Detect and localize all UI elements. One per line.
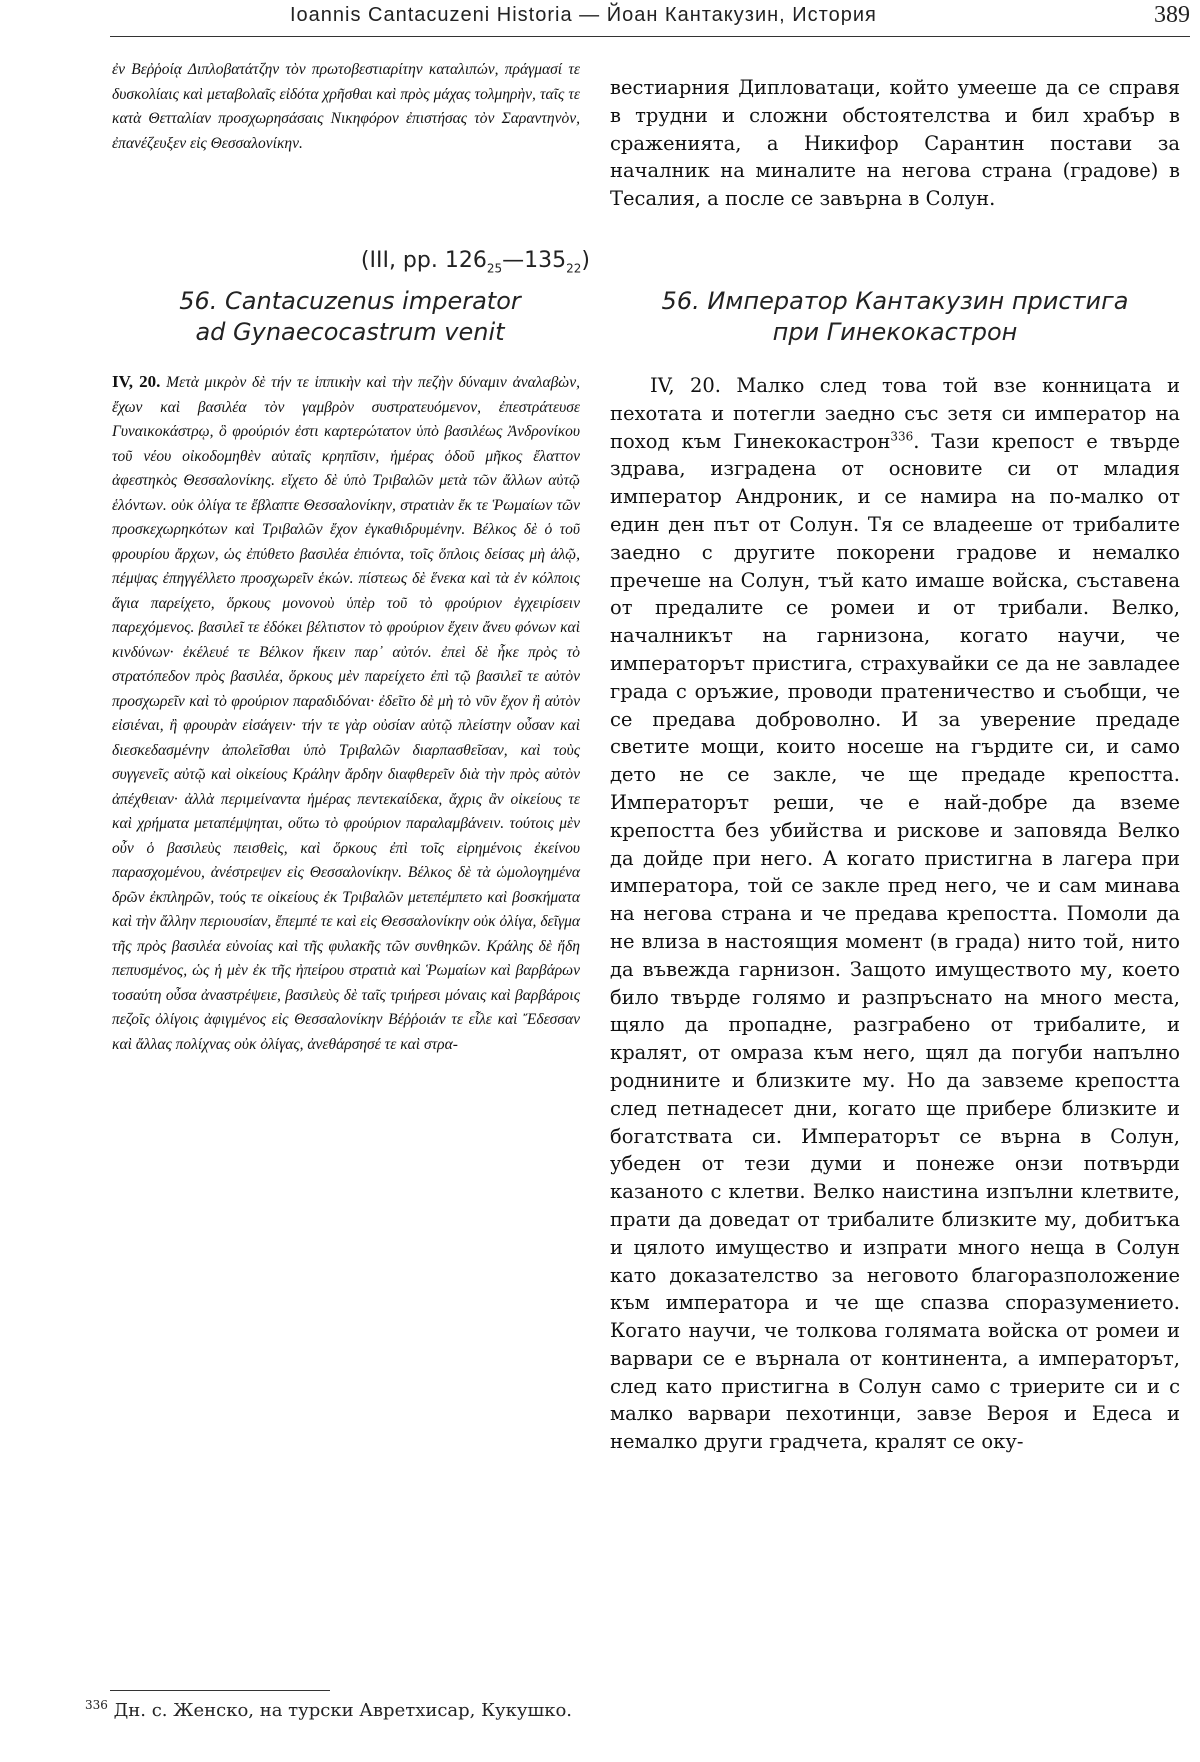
bulgarian-continuation-text: вестиарния Дипловатаци, който умееше да се справя в трудни и сложни обстоятелства и бил храбър в сраженията, а Никифор Сарантин постави за началник на миналите на негова страна (градове) в Тесалия, а после се завърна в Солун.: [610, 76, 1180, 211]
paragraph-reference: IV, 20.: [112, 372, 161, 391]
section-heading-latin: [120, 286, 580, 348]
heading-latin-line1: 56. Cantacuzenus imperator: [179, 287, 521, 315]
footnote: [85, 1700, 1185, 1721]
greek-main-paragraph: [112, 370, 580, 1057]
footnote-reference[interactable]: 336: [890, 429, 914, 444]
citation-suffix: ): [581, 248, 590, 273]
citation-subscript-end: 22: [566, 261, 582, 276]
heading-bulgarian-line1: 56. Император Кантакузин пристига: [661, 287, 1129, 315]
footnote-number: 336: [85, 1698, 108, 1712]
running-header: [110, 0, 1190, 37]
citation-mid: —135: [502, 248, 567, 273]
footnote-divider: [110, 1690, 330, 1691]
citation-subscript-start: 25: [486, 261, 503, 276]
section-heading-bulgarian: [610, 286, 1180, 348]
greek-continuation-text: ἐν Βεῤῥοίᾳ Διπλοβατάτζην τὸν πρωτοβεστιαρίτην καταλιπών, πράγμασί τε δυσκολίαις καὶ μεταβολαῖς εἰδότα χρῆσθαι καὶ πρὸς μάχας τολμηρὴν, ταῖς τε κατὰ Θετταλίαν προσχωρησάσαις Νικηφόρον ἐπιστήσας τὸν Σαραντηνὸν, ἐπανέζευξεν εἰς Θεσσαλονίκην.: [112, 61, 580, 152]
bulgarian-main-text-start: IV, 20. Малко след това той взе конницата и пехотата и потегли заедно със зетя си император на поход към Гинекокастрон: [610, 374, 1180, 453]
citation-reference: [320, 248, 590, 276]
greek-main-text: Μετὰ μικρὸν δὲ τήν τε ἱππικὴν καὶ τὴν πεζὴν δύναμιν ἀναλαβὼν, ἔχων καὶ βασιλέα τὸν γαμβρὸν συστρατευόμενον, ἐπεστράτευσε Γυναικοκάστρῳ, ὃ φρούριόν ἐστι καρτερώτατον ὑπὸ βασιλέως Ἀνδρονίκου τοῦ νέου οἰκοδομηθὲν αὐταῖς κρηπῖσιν, ἡμέρας ὁδοῦ μῆκος ἔλαττον ἀφεστηκὸς Θεσσαλονίκης. εἴχετο δὲ ὑπὸ Τριβαλῶν μετὰ τῶν ἄλλων αὐτῷ ἑλόντων. οὐκ ὀλίγα τε ἔβλαπτε Θεσσαλονίκην, στρατιὰν ἔκ τε Ῥωμαίων τῶν προσκεχωρηκότων καὶ Τριβαλῶν ἔχον ἐγκαθιδρυμένην. Βέλκος δὲ ὁ τοῦ φρουρίου ἄρχων, ὡς ἐπύθετο βασιλέα ἐπιόντα, τοῖς ὅπλοις δείσας μὴ ἁλῷ, πέμψας ἐπηγγέλλετο προσχωρεῖν ἑκών. πίστεως δὲ ἕνεκα καὶ τὰ ἐν κόλποις ἅγια παρείχετο, ὅρκους μονονοὺ ὑπὲρ τοῦ τὸ φρούριον ἐγχειρίσειν παρεχόμενος. βασιλεῖ τε ἐδόκει βέλτιστον τὸ φρούριον ἔχειν ἄνευ φόνων καὶ κινδύνων· ἐκέλευέ τε Βέλκον ἥκειν παρ᾽ αὐτόν. ἐπεὶ δὲ ἧκε πρὸς τὸ στρατόπεδον πρὸς βασιλέα, ὅρκους μὲν παρείχετο ἐπὶ τῷ βασιλεῖ τε αὐτὸν προσχωρεῖν καὶ τὸ φρούριον παραδιδόναι· ἐδεῖτο δὲ μὴ τὸ νῦν ἔχον ἢ αὐτὸν εἰσιέναι, ἢ φρουρὰν εἰσάγειν· τήν τε γὰρ οὐσίαν αὐτῷ πλείστην οὖσαν καὶ διεσκεδασμένην ἀπολεῖσθαι ὑπὸ Τριβαλῶν διαρπασθεῖσαν, καὶ τοὺς συγγενεῖς αὐτῷ καὶ οἰκείους Κράλην ἄρδην διαφθερεῖν διὰ τὴν πρὸς αὐτὸν ἀπέχθειαν· ἀλλὰ περιμείναντα ἡμέρας πεντεκαίδεκα, ἄχρις ἂν οἰκείους τε καὶ χρήματα μεταπέμψηται, οὕτω τὸ φρούριον παραλαμβάνειν. τούτοις μὲν οὖν ὁ βασιλεὺς πεισθεὶς, καὶ ὅρκους ἐπὶ τοῖς εἰρημένοις ἐκείνου παρασχομένου, ἀνέστρεψεν εἰς Θεσσαλονίκην. Βέλκος δὲ τὰ ὡμολογημένα δρῶν ἐκπληρῶν, τούς τε οἰκείους ἐκ Τριβαλῶν μετεπέμπετο καὶ βοσκήματα καὶ τὴν ἄλλην περιουσίαν, ἔπεμπέ τε καὶ εἰς Θεσσαλονίκην οὐκ ὀλίγα, δεῖγμα τῆς πρὸς βασιλέα εὐνοίας καὶ τῆς φυλακῆς τῶν συνθηκῶν. Κράλης δὲ ἤδη πεπυσμένος, ὡς ἡ μὲν ἐκ τῆς ἠπείρου στρατιὰ καὶ Ῥωμαίων καὶ βαρβάρων τοσαύτη οὖσα ἀναστρέψειε, βασιλεὺς δὲ ταῖς τριήρεσι μόναις καὶ βαρβάροις πεζοῖς ὀλίγοις ἀφιγμένος εἰς Θεσσαλονίκην Βέῤῥοιάν τε εἷλε καὶ Ἔδεσσαν καὶ ἄλλας πολίχνας οὐκ ὀλίγας, ἀνεθάρσησέ τε καὶ στρα-: [112, 374, 581, 1053]
bulgarian-main-paragraph: [610, 372, 1180, 1456]
running-title: Ioannis Cantacuzeni Historia — Йоан Кантакузин, История: [290, 4, 877, 26]
heading-latin-line2: ad Gynaecocastrum venit: [195, 318, 505, 346]
footnote-text: Дн. с. Женско, на турски Авретхисар, Кукушко.: [113, 1700, 573, 1721]
bulgarian-main-text-rest: . Тази крепост е твърде здрава, изградена от основите си от младия император Андроник, и се намира на по-малко от един ден път от Солун. Тя се владееше от трибалите заедно с другите покорени градове и немалко пречеше на Солун, тъй като имаше войска, съставена от предалите се ромеи и от трибали. Велко, началникът на гарнизона, когато научи, че императорът пристига, страхувайки се да не завладее града с оръжие, проводи пратеничество и съобщи, че се предава доброволно. И за уверение предаде светите мощи, които носеше на гърдите си, и само дето не се закле, че ще предаде крепостта. Императорът реши, че е най-добре да вземе крепостта без убийства и рискове и заповяда Велко да дойде при него. А когато пристигна в лагера при императора, той се закле пред него, че и сам минава на негова страна и че предава крепостта. Помоли да не влиза в настоящия момент (в града) нито той, нито да въвежда гарнизон. Защото имуществото му, което било твърде голямо и разпръснато на много места, щяло да пропадне, разграбено от трибалите, и кралят, от омраза към него, щял да погуби напълно роднините и близките му. Но да завземе крепостта след петнадесет дни, когато ще прибере близките и богатствата си. Императорът се върна в Солун, убеден от тези думи и понеже онзи потвърди казаното с клетви. Велко наистина изпълни клетвите, прати да доведат от трибалите близките му, добитъка и цялото имущество и изпрати много неща в Солун като доказателство за неговото благоразположение към императора и че ще спазва споразумението. Когато научи, че толкова голямата войска от ромеи и варвари се е върнала от континента, а императорът, след като пристигна в Солун само с триерите си и с малко варвари пехотинци, завзе Вероя и Едеса и немалко други градчета, кралят се оку-: [610, 429, 1180, 1454]
heading-bulgarian-line2: при Гинекокастрон: [772, 318, 1018, 346]
page-number: 389: [1154, 2, 1190, 28]
citation-prefix: (III, pp. 126: [360, 248, 487, 273]
